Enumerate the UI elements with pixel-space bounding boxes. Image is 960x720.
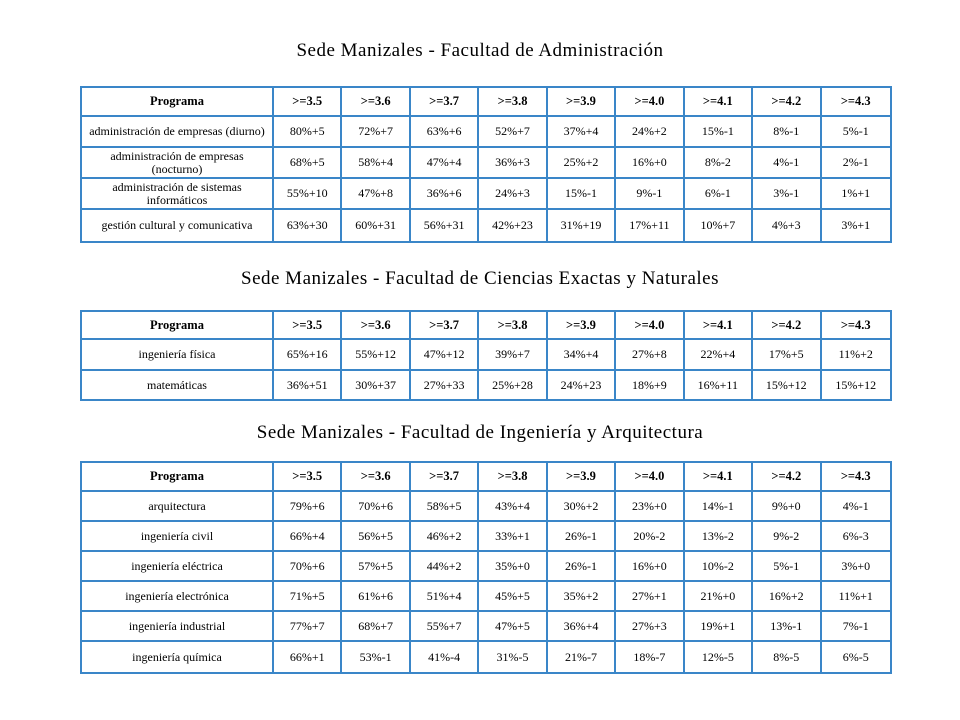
table-header-row [82,88,890,117]
value-cell: 47%+5 [479,612,547,642]
header-cell: >=3.9 [548,88,616,117]
table-row [82,179,890,210]
value-cell: 77%+7 [274,612,342,642]
value-cell: 25%+2 [548,148,616,179]
table-row [82,371,890,399]
value-cell: 16%+0 [616,148,684,179]
value-cell: 36%+4 [548,612,616,642]
value-cell: 21%+0 [685,582,753,612]
value-cell: 24%+23 [548,371,616,399]
program-cell: administración de empresas (diurno) [82,117,274,148]
header-cell: >=4.3 [822,312,891,340]
header-cell: >=3.6 [342,312,410,340]
value-cell: 70%+6 [274,552,342,582]
value-cell: 27%+8 [616,340,684,371]
table-header-row [82,312,890,340]
value-cell: 55%+10 [274,179,342,210]
value-cell: 68%+5 [274,148,342,179]
value-cell: 63%+6 [411,117,479,148]
value-cell: 31%+19 [548,210,616,241]
table-row [82,148,890,179]
value-cell: 16%+2 [753,582,821,612]
header-cell: >=4.2 [753,463,821,492]
value-cell: 55%+7 [411,612,479,642]
value-cell: 35%+2 [548,582,616,612]
value-cell: 18%+9 [616,371,684,399]
value-cell: 20%-2 [616,522,684,552]
value-cell: 21%-7 [548,642,616,672]
header-cell: >=4.0 [616,312,684,340]
value-cell: 4%-1 [822,492,891,522]
table-ciencias [80,310,892,401]
value-cell: 17%+11 [616,210,684,241]
value-cell: 56%+5 [342,522,410,552]
header-cell: >=4.0 [616,88,684,117]
value-cell: 5%-1 [753,552,821,582]
value-cell: 53%-1 [342,642,410,672]
value-cell: 44%+2 [411,552,479,582]
value-cell: 12%-5 [685,642,753,672]
header-cell: >=4.1 [685,463,753,492]
value-cell: 36%+3 [479,148,547,179]
value-cell: 24%+2 [616,117,684,148]
header-cell: >=4.2 [753,312,821,340]
value-cell: 15%+12 [753,371,821,399]
value-cell: 25%+28 [479,371,547,399]
value-cell: 4%-1 [753,148,821,179]
value-cell: 3%+1 [841,218,871,232]
value-cell: 37%+4 [548,117,616,148]
program-cell: ingeniería civil [82,522,274,552]
header-cell: >=4.0 [616,463,684,492]
value-cell: 6%-3 [822,522,891,552]
value-cell: 16%+0 [616,552,684,582]
value-cell: 9%-1 [616,179,684,210]
value-cell: 42%+23 [479,210,547,241]
value-cell: 3%-1 [753,179,821,210]
value-cell: 10%-2 [685,552,753,582]
header-cell: >=3.8 [479,463,547,492]
value-cell: 6%-5 [842,649,869,664]
header-cell: Programa [82,88,274,117]
value-cell: 47%+4 [411,148,479,179]
value-cell: 58%+5 [411,492,479,522]
value-cell: 16%+11 [685,371,753,399]
value-cell: 19%+1 [685,612,753,642]
value-cell: 43%+4 [479,492,547,522]
value-cell: 80%+5 [274,117,342,148]
value-cell: 3%+0 [822,552,891,582]
header-cell: >=4.3 [822,463,891,492]
program-cell: gestión cultural y comunicativa [82,210,274,241]
value-cell: 61%+6 [342,582,410,612]
value-cell: 79%+6 [274,492,342,522]
header-cell: >=3.5 [274,463,342,492]
value-cell: 15%-1 [685,117,753,148]
program-cell: matemáticas [82,371,274,399]
value-cell: 70%+6 [342,492,410,522]
value-cell: 5%-1 [822,117,891,148]
header-cell: >=4.3 [822,88,891,117]
section-title-ingenieria: Sede Manizales - Facultad de Ingeniería y Arquitectura [256,422,704,443]
value-cell: 63%+30 [274,210,342,241]
value-cell: 39%+7 [479,340,547,371]
header-cell: >=3.8 [479,88,547,117]
value-cell: 58%+4 [342,148,410,179]
table-row [82,210,890,241]
value-cell: 11%+2 [822,340,891,371]
value-cell: 57%+5 [342,552,410,582]
header-cell: >=3.7 [411,463,479,492]
table-administracion [80,86,892,243]
program-cell: administración de empresas (nocturno) [82,148,274,179]
header-cell: >=3.9 [548,463,616,492]
value-cell: 15%-1 [548,179,616,210]
header-cell: >=3.8 [479,312,547,340]
header-cell: >=3.6 [342,88,410,117]
value-cell: 15%+12 [835,377,877,392]
value-cell: 45%+5 [479,582,547,612]
value-cell: 72%+7 [342,117,410,148]
value-cell: 10%+7 [685,210,753,241]
value-cell: 27%+33 [411,371,479,399]
value-cell: 55%+12 [342,340,410,371]
value-cell: 9%+0 [753,492,821,522]
section-title-administracion: Sede Manizales - Facultad de Administración [296,40,664,61]
value-cell: 35%+0 [479,552,547,582]
table-row [82,492,890,522]
table-ingenieria [80,461,892,674]
value-cell: 36%+6 [411,179,479,210]
value-cell: 2%-1 [822,148,891,179]
value-cell: 36%+51 [274,371,342,399]
value-cell: 9%-2 [753,522,821,552]
header-cell: >=3.5 [274,312,342,340]
header-cell: >=4.2 [753,88,821,117]
value-cell: 27%+1 [616,582,684,612]
value-cell: 1%+1 [822,179,891,210]
header-cell: >=3.7 [411,312,479,340]
header-cell: >=4.1 [685,312,753,340]
header-cell: Programa [82,312,274,340]
value-cell: 47%+12 [411,340,479,371]
value-cell: 47%+8 [342,179,410,210]
table-row [82,612,890,642]
value-cell: 46%+2 [411,522,479,552]
value-cell: 71%+5 [274,582,342,612]
header-cell: >=4.1 [685,88,753,117]
value-cell: 13%-2 [685,522,753,552]
header-cell: Programa [82,463,274,492]
table-row [82,642,890,672]
value-cell: 68%+7 [342,612,410,642]
program-cell: ingeniería química [82,642,274,672]
value-cell: 60%+31 [342,210,410,241]
program-cell: arquitectura [82,492,274,522]
section-title-ciencias: Sede Manizales - Facultad de Ciencias Exactas y Naturales [241,268,719,289]
value-cell: 4%+3 [753,210,821,241]
value-cell: 24%+3 [479,179,547,210]
table-row [82,582,890,612]
value-cell: 17%+5 [753,340,821,371]
table-row [82,340,890,371]
value-cell: 51%+4 [411,582,479,612]
value-cell: 31%-5 [479,642,547,672]
header-cell: >=3.9 [548,312,616,340]
program-cell: ingeniería industrial [82,612,274,642]
program-cell: ingeniería física [82,340,274,371]
header-cell: >=3.5 [274,88,342,117]
program-cell: ingeniería eléctrica [82,552,274,582]
header-cell: >=3.6 [342,463,410,492]
value-cell: 33%+1 [479,522,547,552]
value-cell: 8%-1 [753,117,821,148]
value-cell: 18%-7 [616,642,684,672]
value-cell: 11%+1 [822,582,891,612]
table-header-row [82,463,890,492]
value-cell: 26%-1 [548,552,616,582]
table-row [82,552,890,582]
value-cell: 65%+16 [274,340,342,371]
value-cell: 30%+2 [548,492,616,522]
value-cell: 66%+1 [274,642,342,672]
value-cell: 34%+4 [548,340,616,371]
value-cell: 30%+37 [342,371,410,399]
value-cell: 7%-1 [822,612,891,642]
value-cell: 41%-4 [411,642,479,672]
program-cell: ingeniería electrónica [82,582,274,612]
value-cell: 23%+0 [616,492,684,522]
value-cell: 14%-1 [685,492,753,522]
header-cell: >=3.7 [411,88,479,117]
value-cell: 27%+3 [616,612,684,642]
value-cell: 8%-5 [753,642,821,672]
value-cell: 56%+31 [411,210,479,241]
value-cell: 13%-1 [753,612,821,642]
program-cell: administración de sistemas informáticos [82,179,274,210]
table-row [82,522,890,552]
value-cell: 52%+7 [479,117,547,148]
value-cell: 8%-2 [685,148,753,179]
value-cell: 22%+4 [685,340,753,371]
value-cell: 26%-1 [548,522,616,552]
table-row [82,117,890,148]
value-cell: 66%+4 [274,522,342,552]
value-cell: 6%-1 [685,179,753,210]
